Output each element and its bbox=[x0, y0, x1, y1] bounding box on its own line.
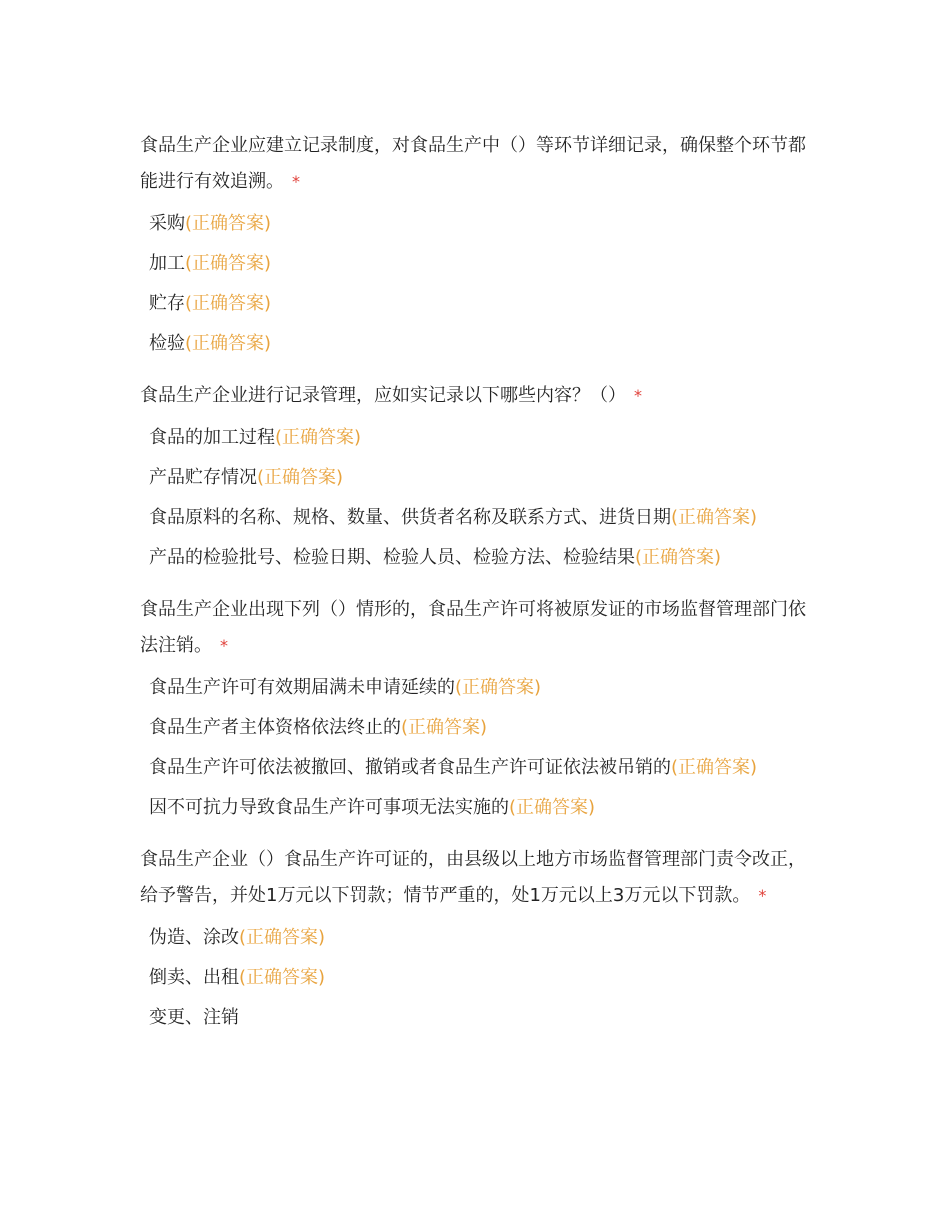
option-q3-4[interactable] bbox=[140, 788, 820, 828]
question-4-text: 食品生产企业（）食品生产许可证的，由县级以上地方市场监督管理部门责令改正，给予警告，并处1万元以下罚款；情节严重的，处1万元以上3万元以下罚款。 bbox=[140, 849, 806, 906]
question-text bbox=[140, 378, 820, 414]
option-label: 倒卖、出租 bbox=[149, 967, 239, 988]
option-label: 加工 bbox=[149, 253, 185, 274]
correct-answer-tag: (正确答案) bbox=[509, 797, 596, 818]
option-q1-2[interactable] bbox=[140, 244, 820, 284]
option-label: 食品生产许可有效期届满未申请延续的 bbox=[149, 677, 455, 698]
question-text bbox=[140, 592, 820, 664]
question-text bbox=[140, 128, 820, 200]
correct-answer-tag: (正确答案) bbox=[671, 507, 758, 528]
quiz-page bbox=[140, 128, 820, 1052]
option-label: 采购 bbox=[149, 213, 185, 234]
question-3-text: 食品生产企业出现下列（）情形的，食品生产许可将被原发证的市场监督管理部门依法注销。 bbox=[140, 599, 806, 656]
option-label: 伪造、涂改 bbox=[149, 927, 239, 948]
question-4 bbox=[140, 842, 820, 1038]
question-1-text: 食品生产企业应建立记录制度，对食品生产中（）等环节详细记录，确保整个环节都能进行有效追溯。 bbox=[140, 135, 806, 192]
correct-answer-tag: (正确答案) bbox=[185, 333, 272, 354]
option-q3-3[interactable] bbox=[140, 748, 820, 788]
option-q2-1[interactable] bbox=[140, 418, 820, 458]
option-label: 因不可抗力导致食品生产许可事项无法实施的 bbox=[149, 797, 509, 818]
required-mark: * bbox=[220, 636, 228, 655]
correct-answer-tag: (正确答案) bbox=[239, 967, 326, 988]
option-q3-2[interactable] bbox=[140, 708, 820, 748]
option-q2-4[interactable] bbox=[140, 538, 820, 578]
option-q1-4[interactable] bbox=[140, 324, 820, 364]
correct-answer-tag: (正确答案) bbox=[671, 757, 758, 778]
question-2 bbox=[140, 378, 820, 578]
question-1 bbox=[140, 128, 820, 364]
option-q3-1[interactable] bbox=[140, 668, 820, 708]
correct-answer-tag: (正确答案) bbox=[185, 253, 272, 274]
correct-answer-tag: (正确答案) bbox=[635, 547, 722, 568]
option-q4-3[interactable] bbox=[140, 998, 820, 1038]
option-label: 产品贮存情况 bbox=[149, 467, 257, 488]
question-3 bbox=[140, 592, 820, 828]
option-label: 食品的加工过程 bbox=[149, 427, 275, 448]
correct-answer-tag: (正确答案) bbox=[239, 927, 326, 948]
correct-answer-tag: (正确答案) bbox=[455, 677, 542, 698]
option-label: 食品生产许可依法被撤回、撤销或者食品生产许可证依法被吊销的 bbox=[149, 757, 671, 778]
correct-answer-tag: (正确答案) bbox=[275, 427, 362, 448]
question-2-text: 食品生产企业进行记录管理，应如实记录以下哪些内容？（） bbox=[140, 385, 626, 406]
option-q2-2[interactable] bbox=[140, 458, 820, 498]
correct-answer-tag: (正确答案) bbox=[185, 213, 272, 234]
required-mark: * bbox=[758, 886, 767, 905]
option-q2-3[interactable] bbox=[140, 498, 820, 538]
option-q4-1[interactable] bbox=[140, 918, 820, 958]
option-label: 贮存 bbox=[149, 293, 185, 314]
option-label: 食品原料的名称、规格、数量、供货者名称及联系方式、进货日期 bbox=[149, 507, 671, 528]
option-label: 检验 bbox=[149, 333, 185, 354]
correct-answer-tag: (正确答案) bbox=[401, 717, 488, 738]
question-text bbox=[140, 842, 820, 914]
correct-answer-tag: (正确答案) bbox=[185, 293, 272, 314]
required-mark: * bbox=[292, 172, 300, 191]
option-q1-1[interactable] bbox=[140, 204, 820, 244]
option-label: 变更、注销 bbox=[149, 1007, 239, 1028]
option-label: 食品生产者主体资格依法终止的 bbox=[149, 717, 401, 738]
required-mark: * bbox=[634, 386, 642, 405]
option-q4-2[interactable] bbox=[140, 958, 820, 998]
option-label: 产品的检验批号、检验日期、检验人员、检验方法、检验结果 bbox=[149, 547, 635, 568]
option-q1-3[interactable] bbox=[140, 284, 820, 324]
correct-answer-tag: (正确答案) bbox=[257, 467, 344, 488]
